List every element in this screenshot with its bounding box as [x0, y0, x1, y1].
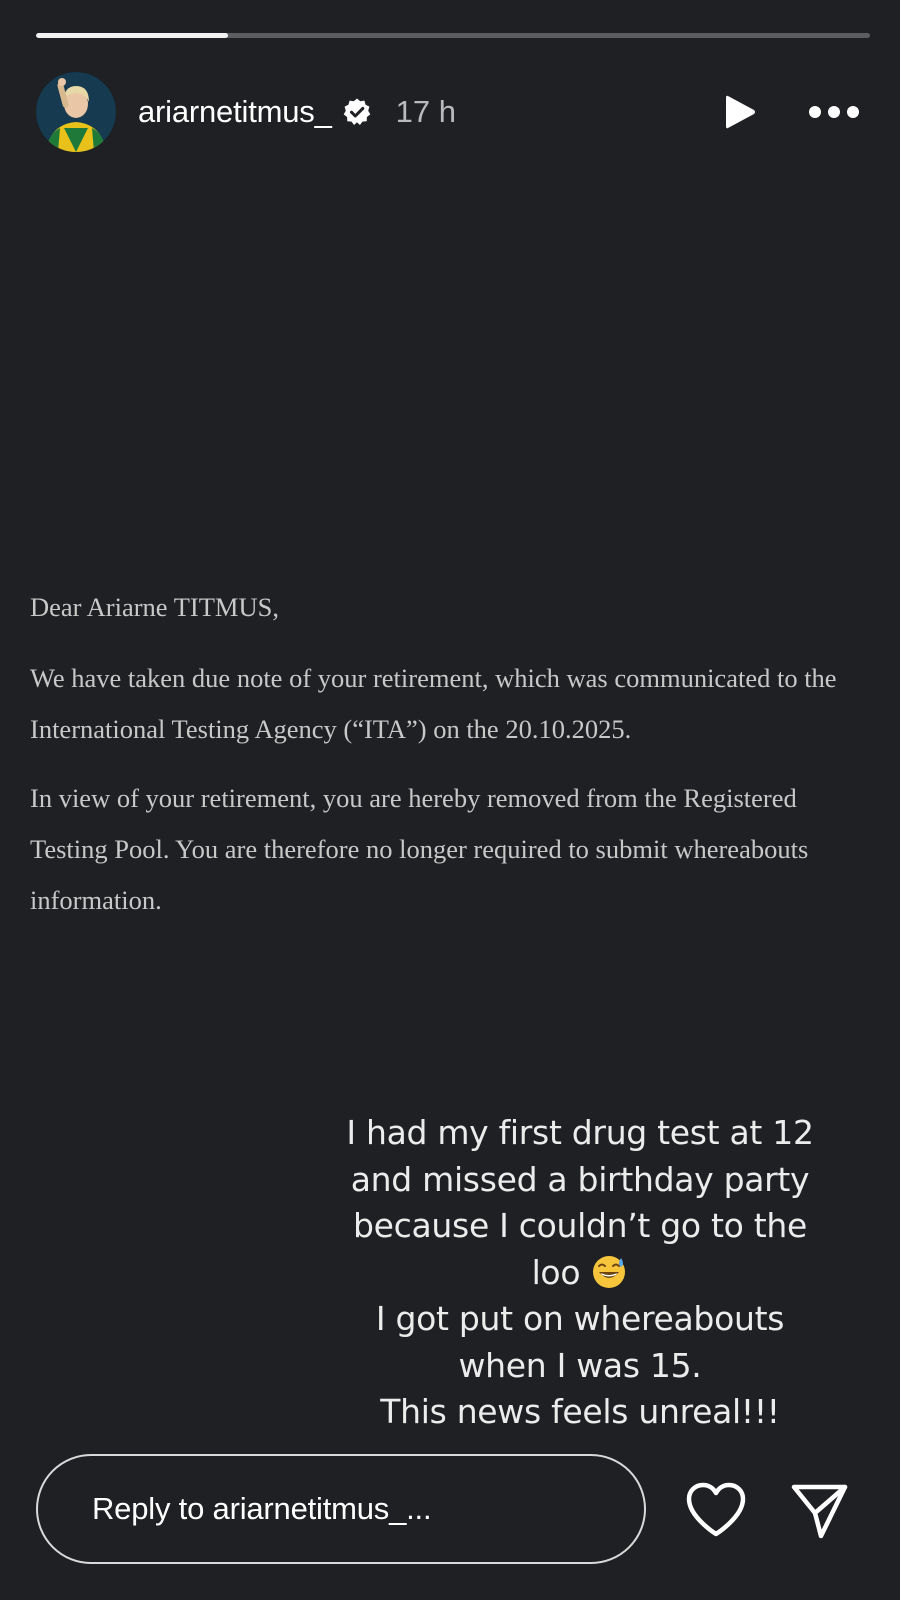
story-header: [36, 68, 870, 156]
send-icon: [788, 1480, 850, 1542]
username[interactable]: ariarnetitmus_: [138, 94, 332, 129]
story-caption: [300, 1110, 860, 1436]
caption-line: when I was 15.: [458, 1345, 702, 1385]
caption-line: I had my first drug test at 12: [346, 1113, 814, 1152]
caption-line: and missed a birthday party: [350, 1159, 810, 1199]
story-progress-bar: [36, 33, 870, 38]
letter-text: [30, 582, 870, 944]
play-button[interactable]: [718, 90, 762, 134]
caption-line: I got put on whereabouts: [375, 1299, 785, 1338]
share-button[interactable]: [788, 1480, 850, 1542]
play-icon: [723, 93, 757, 131]
grinning-sweat-emoji: [590, 1252, 628, 1290]
more-options-button[interactable]: [806, 90, 862, 134]
caption-line: This news feels unreal!!!: [380, 1392, 780, 1431]
avatar[interactable]: [36, 72, 116, 152]
more-options-icon: [808, 105, 860, 119]
heart-icon: [684, 1480, 748, 1540]
caption-line-with-emoji: [300, 1250, 860, 1297]
reply-placeholder: Reply to ariarnetitmus_...: [92, 1491, 432, 1526]
letter-paragraph: In view of your retirement, you are hereby removed from the Registered Testing Pool. You are therefore no longer required to submit whereabouts information.: [30, 783, 809, 915]
post-time: 17 h: [395, 94, 456, 129]
reply-input[interactable]: [36, 1454, 646, 1564]
caption-word: loo: [531, 1252, 581, 1292]
like-button[interactable]: [684, 1480, 748, 1540]
caption-line: because I couldn’t go to the: [353, 1206, 807, 1245]
story-progress-fill: [36, 33, 228, 38]
verified-badge-icon: [342, 97, 372, 127]
letter-salutation: Dear Ariarne TITMUS,: [30, 592, 279, 622]
letter-paragraph: We have taken due note of your retirement, which was communicated to the International Testing Agency (“ITA”) on the 20.10.2025.: [30, 663, 837, 744]
